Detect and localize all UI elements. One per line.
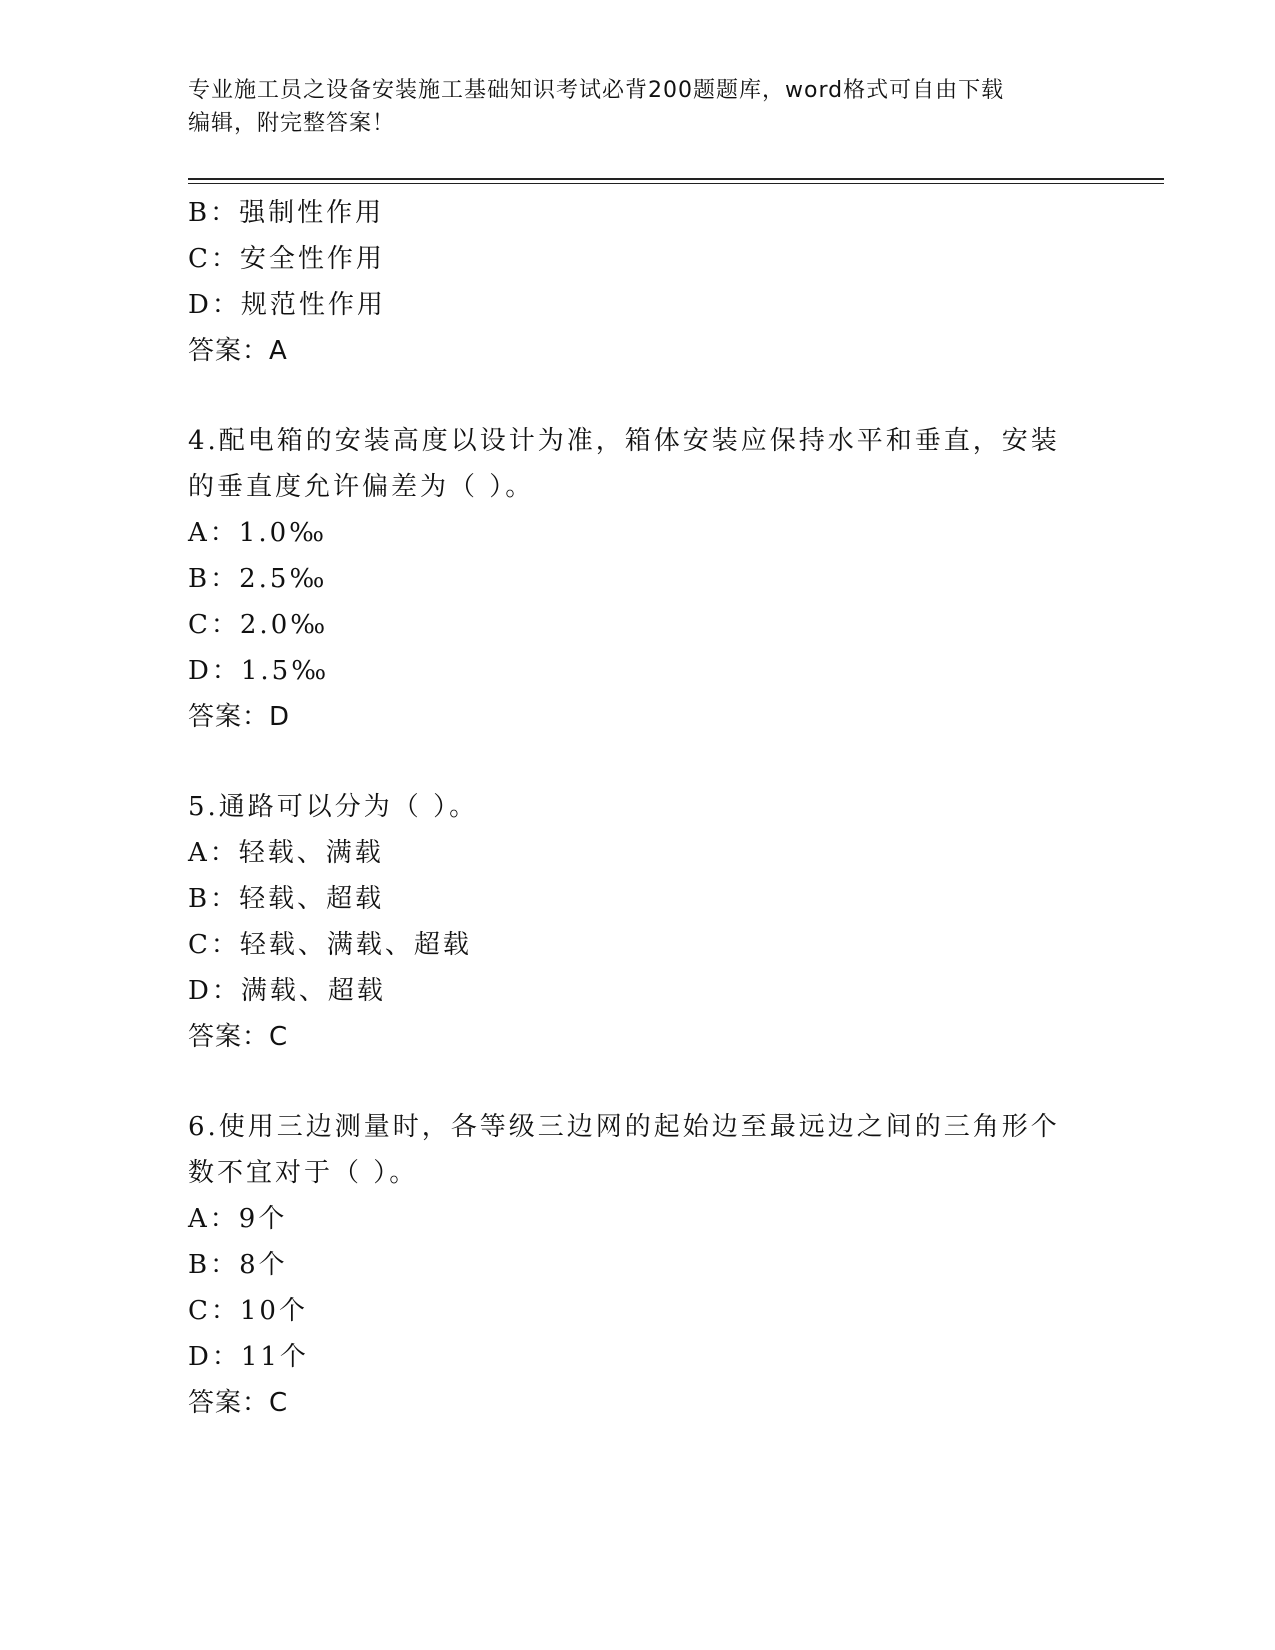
option-d: D：规范性作用 xyxy=(188,290,386,320)
question-block-4 xyxy=(188,418,1068,740)
question-block-6 xyxy=(188,1104,1068,1426)
question-text: 数不宜对于（ ）。 xyxy=(188,1158,419,1188)
question-text: 6.使用三边测量时，各等级三边网的起始边至最远边之间的三角形个 xyxy=(188,1112,1060,1142)
option-c: C：2.0‰ xyxy=(188,610,329,640)
header-line-2: 编辑，附完整答案！ xyxy=(188,111,396,136)
question-block-3 xyxy=(188,190,1068,374)
question-text: 的垂直度允许偏差为（ ）。 xyxy=(188,472,535,502)
option-c: C：轻载、满载、超载 xyxy=(188,930,472,960)
option-b: B：轻载、超载 xyxy=(188,884,385,914)
option-b: B：强制性作用 xyxy=(188,198,385,228)
option-c: C：安全性作用 xyxy=(188,244,385,274)
option-a: A：9个 xyxy=(188,1204,288,1234)
option-a: A：1.0‰ xyxy=(188,518,328,548)
header-line-1: 专业施工员之设备安装施工基础知识考试必背200题题库，word格式可自由下载 xyxy=(188,78,1005,103)
answer-line: 答案：C xyxy=(188,1388,289,1418)
answer-line: 答案：D xyxy=(188,702,291,732)
spacer xyxy=(188,740,1068,784)
option-c: C：10个 xyxy=(188,1296,308,1326)
option-d: D：1.5‰ xyxy=(188,656,330,686)
option-b: B：2.5‰ xyxy=(188,564,328,594)
question-text: 5.通路可以分为（ ）。 xyxy=(188,792,479,822)
spacer xyxy=(188,374,1068,418)
option-d: D：11个 xyxy=(188,1342,309,1372)
option-d: D：满载、超载 xyxy=(188,976,386,1006)
header-rule-thin xyxy=(188,183,1164,184)
question-block-5 xyxy=(188,784,1068,1060)
option-b: B：8个 xyxy=(188,1250,288,1280)
document-body xyxy=(188,190,1068,1426)
option-a: A：轻载、满载 xyxy=(188,838,384,868)
answer-line: 答案：C xyxy=(188,1022,289,1052)
spacer xyxy=(188,1060,1068,1104)
question-text: 4.配电箱的安装高度以设计为准，箱体安装应保持水平和垂直，安装 xyxy=(188,426,1060,456)
header-rule-thick xyxy=(188,178,1164,180)
answer-line: 答案：A xyxy=(188,336,288,366)
document-header xyxy=(188,74,1068,140)
